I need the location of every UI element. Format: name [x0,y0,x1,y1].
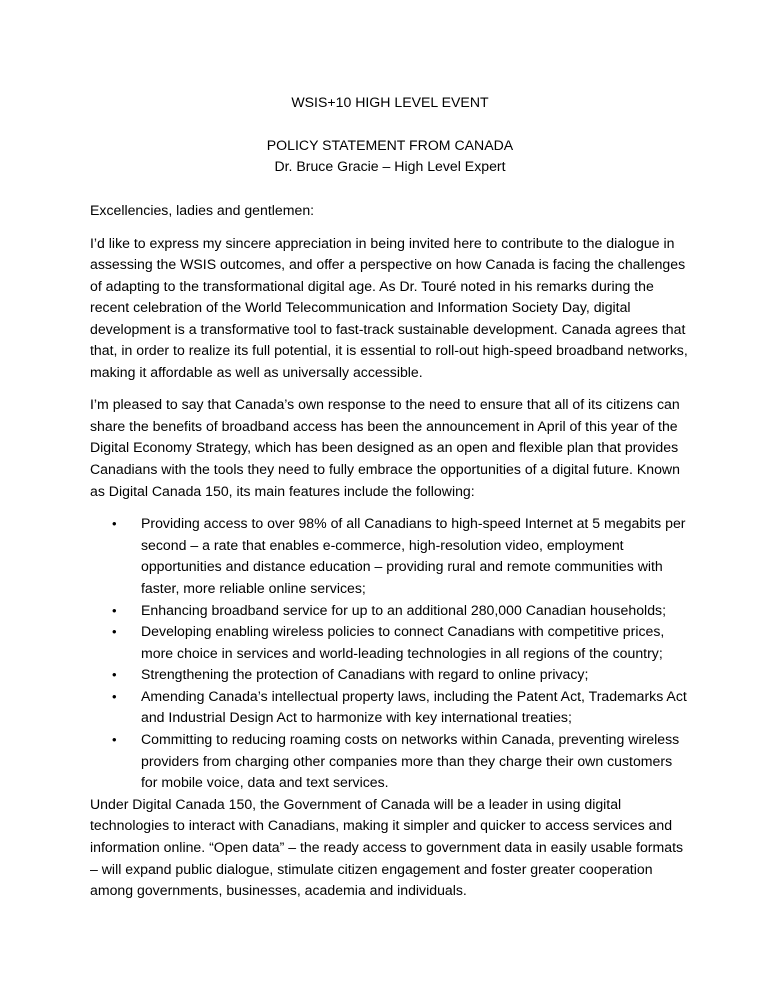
bullet-icon: • [112,688,117,704]
list-item [112,600,690,622]
bullet-icon: • [112,624,117,640]
list-item [112,664,690,686]
bullet-icon: • [112,732,117,748]
list-item-text: Committing to reducing roaming costs on networks within Canada, preventing wireless providers from charging other companies more than they charge their own customers for mobile voice, data and text services. [141,731,680,791]
list-item [112,513,690,599]
list-item [112,729,690,794]
list-item-text: Enhancing broadband service for up to an additional 280,000 Canadian households; [141,601,666,618]
document-heading [90,135,690,178]
paragraph-appreciation: I’d like to express my sincere appreciation in being invited here to contribute to the dialogue in assessing the WSIS outcomes, and offer a perspective on how Canada is facing the challenges of adapting to the transformational digital age. As Dr. Touré noted in his remarks during the recent celebration of the World Telecommunication and Information Society Day, digital development is a transformative tool to fast-track sustainable development. Canada agrees that that, in order to realize its full potential, it is essential to roll-out high-speed broadband networks, making it affordable as well as universally accessible. [90,234,688,381]
bullet-icon: • [112,516,117,532]
list-item-text: Developing enabling wireless policies to connect Canadians with competitive prices, more choice in services and world-leading technologies in all regions of the country; [141,623,665,661]
list-item-text: Amending Canada’s intellectual property laws, including the Patent Act, Trademarks Act and Industrial Design Act to harmonize with key international treaties; [141,687,687,726]
salutation: Excellencies, ladies and gentlemen: [90,202,315,219]
bullet-icon: • [112,602,117,618]
list-item [112,686,690,729]
list-item-text: Providing access to over 98% of all Canadians to high-speed Internet at 5 megabits per second – a rate that enables e-commerce, high-resolution video, employment opportunities and distance education – providing rural and remote communities with faster, more reliable online services; [141,515,686,596]
bullet-icon: • [112,667,117,683]
features-list [90,513,690,794]
speaker-line: Dr. Bruce Gracie – High Level Expert [274,158,506,174]
paragraph-open-data: Under Digital Canada 150, the Government of Canada will be a leader in using digital technologies to interact with Canadians, making it simpler and quicker to access services and information online. “Open data” – the ready access to government data in easily usable formats – will expand public dialogue, stimulate citizen engagement and foster greater cooperation among governments, businesses, academia and individuals. [90,795,684,899]
list-item [112,621,690,664]
list-item-text: Strengthening the protection of Canadians with regard to online privacy; [141,666,589,683]
document-body [90,92,690,912]
document-title: WSIS+10 HIGH LEVEL EVENT [291,94,489,110]
paragraph-digital-strategy: I’m pleased to say that Canada’s own response to the need to ensure that all of its citizens can share the benefits of broadband access has been the announcement in April of this year of the Digital Economy Strategy, which has been designed as an open and flexible plan that provides Canadians with the tools they need to fully embrace the opportunities of a digital future. Known as Digital Canada 150, its main features include the following: [90,396,680,499]
policy-statement-heading: POLICY STATEMENT FROM CANADA [266,136,514,153]
